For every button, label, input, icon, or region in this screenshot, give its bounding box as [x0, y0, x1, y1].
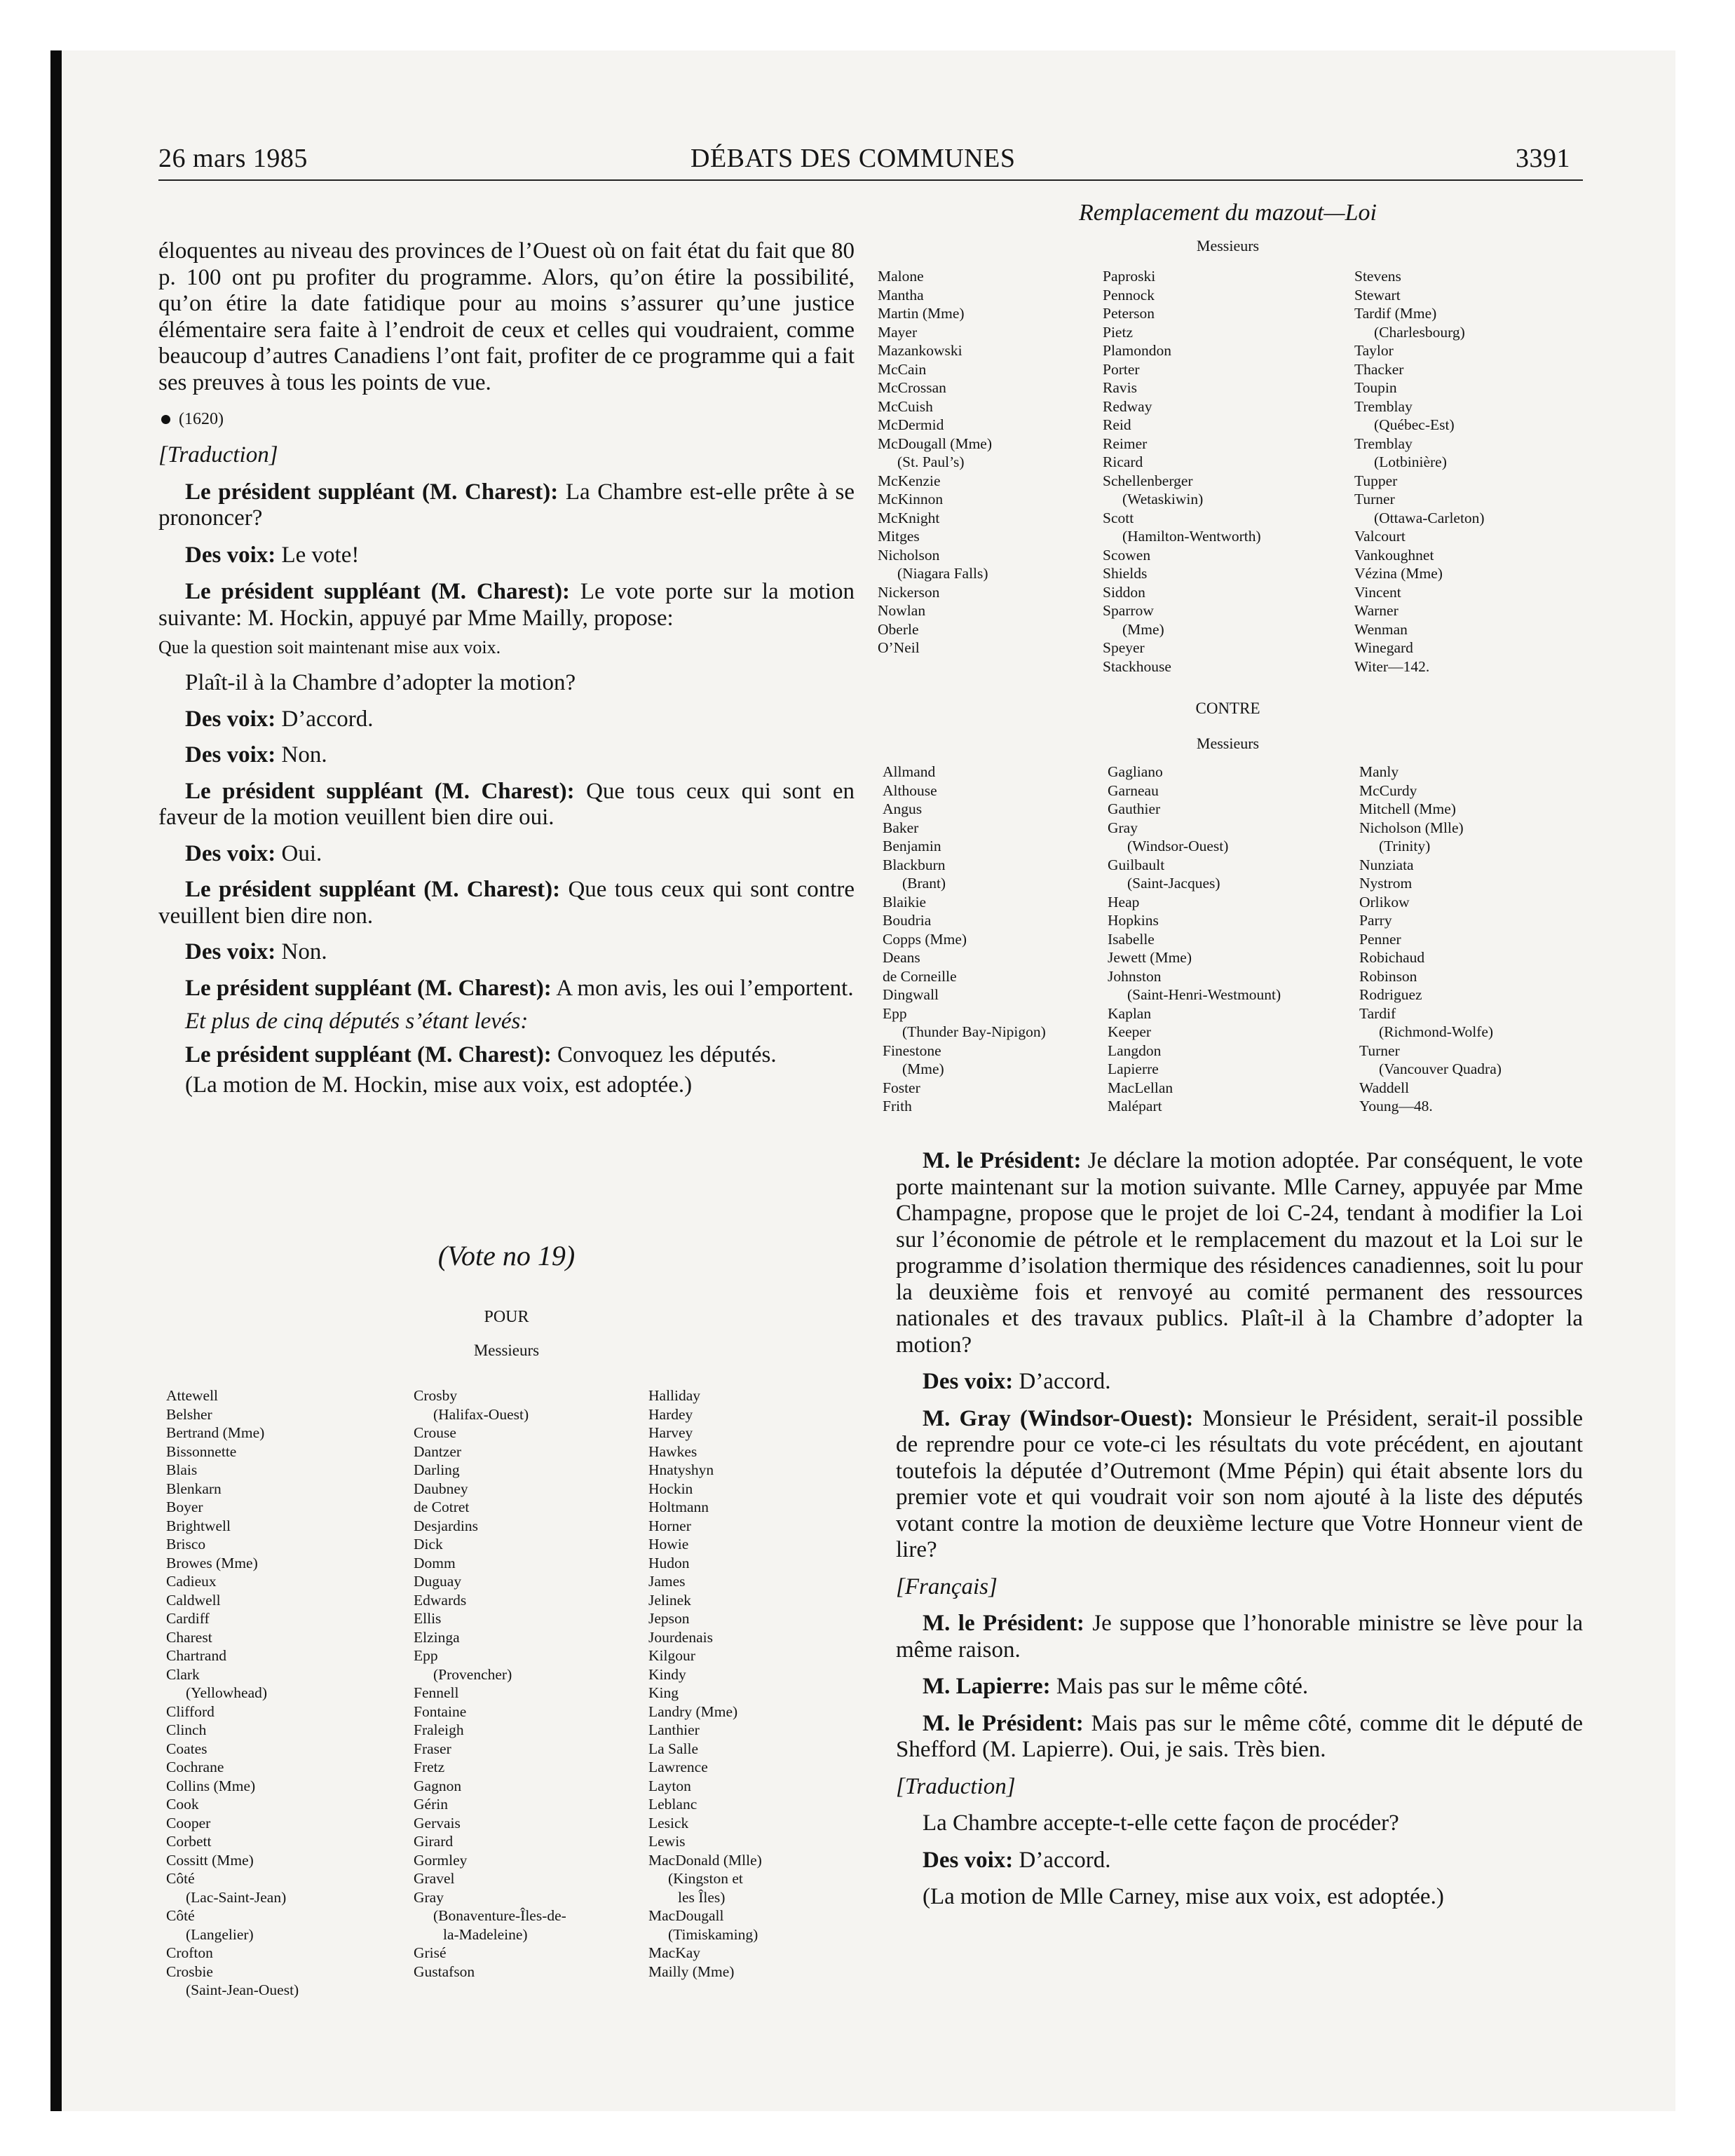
speech: Le vote porte sur la motion suivante: M. Hockin, appuyé par Mme Mailly, propose:: [158, 579, 855, 631]
member-name: Mitchell (Mme): [1359, 800, 1456, 817]
adopted-note: (La motion de Mlle Carney, mise aux voix, est adoptée.): [923, 1884, 1444, 1909]
member-name: Jepson: [648, 1610, 690, 1627]
member-name: McCurdy: [1359, 782, 1417, 799]
member-name: Gravel: [414, 1870, 455, 1887]
member-name: McKnight: [878, 509, 940, 526]
right-pour-column-1: [878, 267, 992, 657]
member-name: Robichaud: [1359, 949, 1425, 966]
member-name: MacDonald (Mlle): [648, 1851, 762, 1869]
speaker: M. Gray (Windsor-Ouest):: [923, 1405, 1194, 1431]
member-name: Gauthier: [1108, 800, 1161, 817]
member-name: Penner: [1359, 930, 1401, 948]
member-name: Guilbault: [1108, 856, 1165, 873]
francais-tag: [Français]: [896, 1574, 998, 1599]
speaker: Des voix:: [923, 1847, 1014, 1873]
speech: A mon avis, les oui l’emportent.: [551, 975, 854, 1001]
traduction-tag: [Traduction]: [896, 1773, 1016, 1799]
header-date: 26 mars 1985: [158, 144, 308, 173]
member-name: Wenman: [1354, 620, 1408, 638]
member-name: (Québec-Est): [1374, 416, 1455, 433]
member-name: Vézina (Mme): [1354, 565, 1443, 582]
member-name: Nickerson: [878, 583, 940, 601]
member-name: Reimer: [1103, 435, 1148, 452]
time-stamp: (1620): [179, 410, 224, 428]
speaker: M. le Président:: [923, 1611, 1084, 1636]
member-name: Fraser: [414, 1740, 451, 1757]
member-name: Valcourt: [1354, 528, 1406, 545]
member-name: Vincent: [1354, 583, 1401, 601]
header-rule: [158, 179, 1583, 181]
member-name: Althouse: [883, 782, 937, 799]
member-name: Angus: [883, 800, 923, 817]
member-name: Bissonnette: [166, 1442, 237, 1460]
member-name: Benjamin: [883, 838, 941, 854]
member-name: Epp: [883, 1004, 907, 1022]
member-name: Nowlan: [878, 602, 926, 619]
rising-note: Et plus de cinq députés s’étant levés:: [185, 1009, 529, 1034]
exchange-1: [158, 479, 855, 632]
member-name: Blaikie: [883, 893, 927, 910]
member-name: (St. Paul’s): [897, 453, 965, 470]
member-name: Pennock: [1103, 286, 1155, 303]
member-name: Daubney: [414, 1480, 468, 1497]
member-name: Young—48.: [1359, 1098, 1433, 1114]
exchange-2: [158, 670, 855, 1002]
member-name: Cossitt (Mme): [166, 1851, 254, 1869]
member-name: Pietz: [1103, 323, 1133, 341]
member-name: Redway: [1103, 397, 1152, 415]
member-name: Côté: [166, 1870, 195, 1887]
member-name: Landry (Mme): [648, 1703, 738, 1720]
member-name: Isabelle: [1108, 930, 1155, 948]
member-name: (Lotbinière): [1374, 453, 1447, 470]
member-name: Kilgour: [648, 1647, 695, 1664]
member-name: Hnatyshyn: [648, 1461, 714, 1478]
traduction-tag: [Traduction]: [158, 442, 278, 468]
member-name: Cook: [166, 1796, 199, 1813]
member-name: (Charlesbourg): [1374, 323, 1465, 341]
member-name: Lewis: [648, 1833, 686, 1850]
member-name: Baker: [883, 819, 919, 836]
member-name: Mayer: [878, 323, 918, 341]
member-name: (Hamilton-Wentworth): [1122, 528, 1261, 545]
member-name: Porter: [1103, 360, 1140, 378]
member-name: (Thunder Bay-Nipigon): [902, 1023, 1046, 1040]
member-name: (Langelier): [186, 1925, 254, 1943]
member-name: Lawrence: [648, 1759, 708, 1775]
member-name: MacLellan: [1108, 1079, 1173, 1096]
speech: Je suppose que l’honorable ministre se lève pour la même raison.: [896, 1611, 1583, 1663]
member-name: Clifford: [166, 1703, 215, 1720]
member-name: Hopkins: [1108, 912, 1159, 929]
speaker: Des voix:: [185, 840, 276, 866]
member-name: Foster: [883, 1079, 920, 1096]
member-name: Nicholson: [878, 546, 940, 564]
speaker: Des voix:: [185, 542, 276, 568]
member-name: Crouse: [414, 1424, 456, 1441]
member-name: Gray: [414, 1888, 444, 1906]
member-name: Siddon: [1103, 583, 1145, 601]
time-marker: [158, 407, 855, 432]
member-name: Fontaine: [414, 1703, 467, 1720]
member-name: MacKay: [648, 1944, 701, 1961]
speaker: Le président suppléant (M. Charest):: [185, 1042, 552, 1067]
member-name: Coates: [166, 1740, 207, 1757]
member-name: Cooper: [166, 1814, 211, 1831]
member-name: Gagnon: [414, 1777, 462, 1794]
pour-heading: POUR: [484, 1308, 529, 1326]
member-name: Hockin: [648, 1480, 693, 1497]
member-name: Blenkarn: [166, 1480, 222, 1497]
member-name: (Saint-Jean-Ouest): [186, 1981, 299, 1998]
member-name: Gérin: [414, 1796, 448, 1813]
pour-column-3: [648, 1386, 762, 1981]
member-name: Cardiff: [166, 1610, 210, 1627]
member-name: (Saint-Henri-Westmount): [1127, 986, 1281, 1003]
member-name: Cochrane: [166, 1759, 224, 1775]
member-name: Kindy: [648, 1665, 686, 1683]
member-name: Boyer: [166, 1499, 203, 1515]
member-name: (Mme): [902, 1060, 944, 1077]
speaker: Des voix:: [185, 939, 276, 964]
right-pour-column-2: [1103, 267, 1261, 676]
speaker: Le président suppléant (M. Charest):: [185, 579, 571, 604]
member-name: Schellenberger: [1103, 472, 1193, 489]
member-name: Sparrow: [1103, 602, 1154, 619]
speaker: Le président suppléant (M. Charest):: [185, 975, 552, 1001]
member-name: Mitges: [878, 528, 920, 545]
member-name: Fraleigh: [414, 1721, 464, 1738]
member-name: Browes (Mme): [166, 1554, 258, 1571]
member-name: Fretz: [414, 1759, 445, 1775]
member-name: Chartrand: [166, 1647, 226, 1664]
member-name: (Kingston et: [668, 1870, 743, 1887]
speaker: Le président suppléant (M. Charest):: [185, 479, 559, 505]
member-name: Gormley: [414, 1851, 468, 1869]
speech: Le vote!: [275, 542, 360, 568]
member-name: McKinnon: [878, 491, 944, 507]
member-name: Jelinek: [648, 1591, 691, 1609]
member-name: (Halifax-Ouest): [433, 1405, 529, 1423]
member-name: McDougall (Mme): [878, 435, 993, 452]
speech: Monsieur le Président, serait-il possible de reprendre pour ce vote-ci les résultats du vote précédent, en ajoutant toutefois la députée d’Outremont (Mme Pépin) qui était absente lors du premier vote et qui voudrait voir son nom ajouté à la liste des députés votant contre la motion de deuxième lecture que Votre Honneur vient de lire?: [896, 1405, 1583, 1562]
speech: Mais pas sur le même côté.: [1050, 1674, 1309, 1699]
member-name: Halliday: [648, 1387, 701, 1404]
member-name: (Ottawa-Carleton): [1374, 509, 1485, 526]
header-page-number: 3391: [1516, 144, 1570, 173]
speaker: M. le Président:: [923, 1148, 1082, 1173]
member-name: Mailly (Mme): [648, 1963, 735, 1980]
member-name: Nystrom: [1359, 875, 1413, 892]
member-name: (Mme): [1122, 620, 1164, 638]
opening-paragraph: éloquentes au niveau des provinces de l’Ouest où on fait état du fait que 80 p. 100 ont pu profiter du programme. Alors, qu’on étire la possibilité, qu’on étire la date fatidique pour au moins s’assurer qu’une justice élémentaire sera faite à l’endroit de ceux et celles qui voudraient, comme beaucoup d’autres Canadiens l’ont fait, profiter de ce programme qui a fait ses preuves à tous les points de vue.: [158, 238, 855, 395]
member-name: Brisco: [166, 1536, 206, 1553]
member-name: James: [648, 1573, 686, 1590]
member-name: Malépart: [1108, 1098, 1162, 1114]
member-name: Howie: [648, 1536, 689, 1553]
member-name: Stewart: [1354, 286, 1401, 303]
member-name: Taylor: [1354, 342, 1394, 359]
member-name: Scott: [1103, 509, 1134, 526]
scan-edge-shadow: [50, 50, 62, 2111]
member-name: Finestone: [883, 1042, 941, 1059]
member-name: Collins (Mme): [166, 1777, 256, 1794]
member-name: Boudria: [883, 912, 932, 929]
member-name: Ravis: [1103, 379, 1137, 396]
member-name: Stevens: [1354, 268, 1401, 285]
member-name: Plamondon: [1103, 342, 1171, 359]
speaker: M. Lapierre:: [923, 1674, 1051, 1699]
member-name: Corbett: [166, 1833, 212, 1850]
member-name: Girard: [414, 1833, 454, 1850]
member-name: Frith: [883, 1098, 912, 1114]
member-name: Waddell: [1359, 1079, 1410, 1096]
member-name: Harvey: [648, 1424, 693, 1441]
speech: D’accord.: [275, 706, 374, 732]
bullet-icon: [161, 415, 170, 424]
member-name: Grisé: [414, 1944, 447, 1961]
member-name: Mazankowski: [878, 342, 962, 359]
member-name: Robinson: [1359, 967, 1417, 985]
member-name: Langdon: [1108, 1042, 1162, 1059]
member-name: Malone: [878, 268, 924, 285]
member-name: Lapierre: [1108, 1060, 1159, 1077]
member-name: (Yellowhead): [186, 1684, 268, 1701]
member-name: Brightwell: [166, 1517, 231, 1534]
member-name: Witer—142.: [1354, 657, 1430, 675]
member-name: Epp: [414, 1647, 438, 1664]
member-name: (Richmond-Wolfe): [1379, 1023, 1494, 1040]
member-name: Tardif: [1359, 1004, 1396, 1022]
member-name: Manly: [1359, 763, 1399, 780]
speaker: Des voix:: [923, 1369, 1014, 1394]
speaker: Des voix:: [185, 706, 276, 732]
member-name: Holtmann: [648, 1499, 709, 1515]
member-name: Tremblay: [1354, 435, 1413, 452]
contre-column-3: [1359, 763, 1502, 1116]
pour-column-1: [166, 1386, 299, 2000]
member-name: (Bonaventure-Îles-de-: [433, 1907, 566, 1924]
member-name: Heap: [1108, 893, 1140, 910]
right-pour-column-3: [1354, 267, 1485, 676]
member-name: Tardif (Mme): [1354, 305, 1437, 322]
member-name: Horner: [648, 1517, 691, 1534]
member-name: Orlikow: [1359, 893, 1410, 910]
member-name: Deans: [883, 949, 920, 966]
member-name: Crosby: [414, 1387, 458, 1404]
member-name: Lesick: [648, 1814, 689, 1831]
member-name: Fennell: [414, 1684, 459, 1701]
member-name: Blais: [166, 1461, 198, 1478]
member-name: Kaplan: [1108, 1004, 1152, 1022]
contre-column-2: [1108, 763, 1281, 1116]
member-name: Crofton: [166, 1944, 213, 1961]
member-name: Warner: [1354, 602, 1399, 619]
speech: Mais pas sur le même côté, comme dit le député de Shefford (M. Lapierre). Oui, je sais. Très bien.: [896, 1710, 1583, 1762]
member-name: Domm: [414, 1554, 456, 1571]
member-name: Darling: [414, 1461, 460, 1478]
speech: Que tous ceux qui sont contre veuillent bien dire non.: [158, 877, 855, 929]
member-name: Hardey: [648, 1405, 693, 1423]
member-name: O’Neil: [878, 639, 920, 656]
member-name: Cadieux: [166, 1573, 217, 1590]
contre-heading: CONTRE: [1195, 700, 1260, 717]
member-name: Dingwall: [883, 986, 939, 1003]
member-name: les Îles): [678, 1888, 726, 1906]
member-name: (Brant): [902, 875, 946, 892]
member-name: la-Madeleine): [443, 1925, 528, 1943]
member-name: Gervais: [414, 1814, 461, 1831]
member-name: La Salle: [648, 1740, 699, 1757]
member-name: King: [648, 1684, 679, 1701]
speech: Que tous ceux qui sont en faveur de la motion veuillent bien dire oui.: [158, 778, 855, 830]
member-name: Lanthier: [648, 1721, 700, 1738]
pour-column-2: [414, 1386, 566, 1981]
member-name: Dantzer: [414, 1442, 462, 1460]
member-name: Jourdenais: [648, 1628, 713, 1646]
contre-column-1: [883, 763, 1046, 1116]
member-name: Gray: [1108, 819, 1138, 836]
motion-quote: Que la question soit maintenant mise aux voix.: [158, 637, 501, 657]
member-name: Hawkes: [648, 1442, 698, 1460]
header-title: DÉBATS DES COMMUNES: [690, 144, 1016, 173]
speech: Plaît-il à la Chambre d’adopter la motion?: [185, 670, 576, 695]
member-name: Edwards: [414, 1591, 467, 1609]
speech: Oui.: [275, 840, 322, 866]
member-name: Toupin: [1354, 379, 1397, 396]
member-name: Peterson: [1103, 305, 1155, 322]
right-text: [896, 1148, 1583, 1921]
speech: Non.: [275, 939, 327, 964]
messieurs-heading: Messieurs: [1196, 735, 1260, 752]
section-title: Remplacement du mazout—Loi: [1079, 200, 1377, 226]
member-name: McCain: [878, 360, 927, 378]
member-name: Tupper: [1354, 472, 1398, 489]
member-name: Scowen: [1103, 546, 1151, 564]
member-name: (Windsor-Ouest): [1127, 838, 1229, 854]
member-name: Layton: [648, 1777, 691, 1794]
member-name: (Saint-Jacques): [1127, 875, 1220, 892]
speech: Non.: [275, 742, 327, 767]
member-name: Belsher: [166, 1405, 212, 1423]
member-name: McCrossan: [878, 379, 946, 396]
member-name: (Provencher): [433, 1665, 512, 1683]
member-name: (Trinity): [1379, 838, 1431, 854]
member-name: Reid: [1103, 416, 1131, 433]
member-name: (Niagara Falls): [897, 565, 988, 582]
member-name: Speyer: [1103, 639, 1145, 656]
speech: La Chambre accepte-t-elle cette façon de procéder?: [923, 1810, 1399, 1836]
member-name: Leblanc: [648, 1796, 698, 1813]
member-name: Rodriguez: [1359, 986, 1422, 1003]
member-name: Clark: [166, 1665, 200, 1683]
speaker: Le président suppléant (M. Charest):: [185, 778, 575, 804]
member-name: Mantha: [878, 286, 924, 303]
member-name: (Timiskaming): [668, 1925, 758, 1943]
member-name: de Corneille: [883, 967, 957, 985]
member-name: Gustafson: [414, 1963, 475, 1980]
member-name: Hudon: [648, 1554, 690, 1571]
member-name: Oberle: [878, 620, 919, 638]
speaker: M. le Président:: [923, 1710, 1084, 1736]
member-name: Paproski: [1103, 268, 1156, 285]
speech: D’accord.: [1013, 1369, 1111, 1394]
member-name: Elzinga: [414, 1628, 460, 1646]
member-name: Nunziata: [1359, 856, 1414, 873]
speech: Convoquez les députés.: [551, 1042, 777, 1067]
member-name: Duguay: [414, 1573, 462, 1590]
member-name: MacDougall: [648, 1907, 724, 1924]
member-name: Vankoughnet: [1354, 546, 1434, 564]
member-name: Shields: [1103, 565, 1148, 582]
member-name: Desjardins: [414, 1517, 478, 1534]
member-name: Allmand: [883, 763, 936, 780]
member-name: Stackhouse: [1103, 657, 1171, 675]
messieurs-heading: Messieurs: [473, 1342, 540, 1359]
member-name: (Vancouver Quadra): [1379, 1060, 1502, 1077]
member-name: Nicholson (Mlle): [1359, 819, 1464, 836]
member-name: McKenzie: [878, 472, 941, 489]
member-name: Turner: [1354, 491, 1395, 507]
member-name: (Lac-Saint-Jean): [186, 1888, 287, 1906]
member-name: Tremblay: [1354, 397, 1413, 415]
member-name: Attewell: [166, 1387, 219, 1404]
speech: La Chambre est-elle prête à se prononcer?: [158, 479, 855, 531]
member-name: Johnston: [1108, 967, 1162, 985]
speech: Je déclare la motion adoptée. Par conséquent, le vote porte maintenant sur la motion suivante. Mlle Carney, appuyée par Mme Champagne, propose que le projet de loi C-24, tendant à modifier la Loi sur l’économie de pétrole et le remplacement du mazout et la Loi sur le programme d’isolation thermique des résidences canadiennes, soit lu pour la deuxième fois et renvoyé au comité permanent des ressources nationales et des travaux publics. Plaît-il à la Chambre d’adopter la motion?: [896, 1148, 1583, 1358]
member-name: Ellis: [414, 1610, 442, 1627]
member-name: McCuish: [878, 397, 933, 415]
member-name: Garneau: [1108, 782, 1159, 799]
member-name: Keeper: [1108, 1023, 1152, 1040]
member-name: Côté: [166, 1907, 195, 1924]
member-name: Dick: [414, 1536, 443, 1553]
member-name: Charest: [166, 1628, 212, 1646]
member-name: Crosbie: [166, 1963, 213, 1980]
member-name: Gagliano: [1108, 763, 1163, 780]
left-column: [158, 238, 855, 1110]
member-name: Martin (Mme): [878, 305, 965, 322]
vote-title: (Vote no 19): [437, 1240, 576, 1271]
member-name: Turner: [1359, 1042, 1400, 1059]
speech: D’accord.: [1013, 1847, 1111, 1873]
member-name: Caldwell: [166, 1591, 221, 1609]
adopted-note: (La motion de M. Hockin, mise aux voix, est adoptée.): [185, 1072, 693, 1098]
speaker: Des voix:: [185, 742, 276, 767]
member-name: Ricard: [1103, 453, 1143, 470]
member-name: Winegard: [1354, 639, 1413, 656]
member-name: Jewett (Mme): [1108, 949, 1192, 966]
messieurs-heading: Messieurs: [1196, 237, 1260, 254]
member-name: Blackburn: [883, 856, 946, 873]
member-name: de Cotret: [414, 1499, 470, 1515]
member-name: Thacker: [1354, 360, 1404, 378]
member-name: Parry: [1359, 912, 1392, 929]
speaker: Le président suppléant (M. Charest):: [185, 877, 561, 902]
member-name: Clinch: [166, 1721, 207, 1738]
member-name: Bertrand (Mme): [166, 1424, 265, 1441]
member-name: (Wetaskiwin): [1122, 491, 1204, 507]
member-name: Copps (Mme): [883, 930, 967, 948]
member-name: McDermid: [878, 416, 944, 433]
